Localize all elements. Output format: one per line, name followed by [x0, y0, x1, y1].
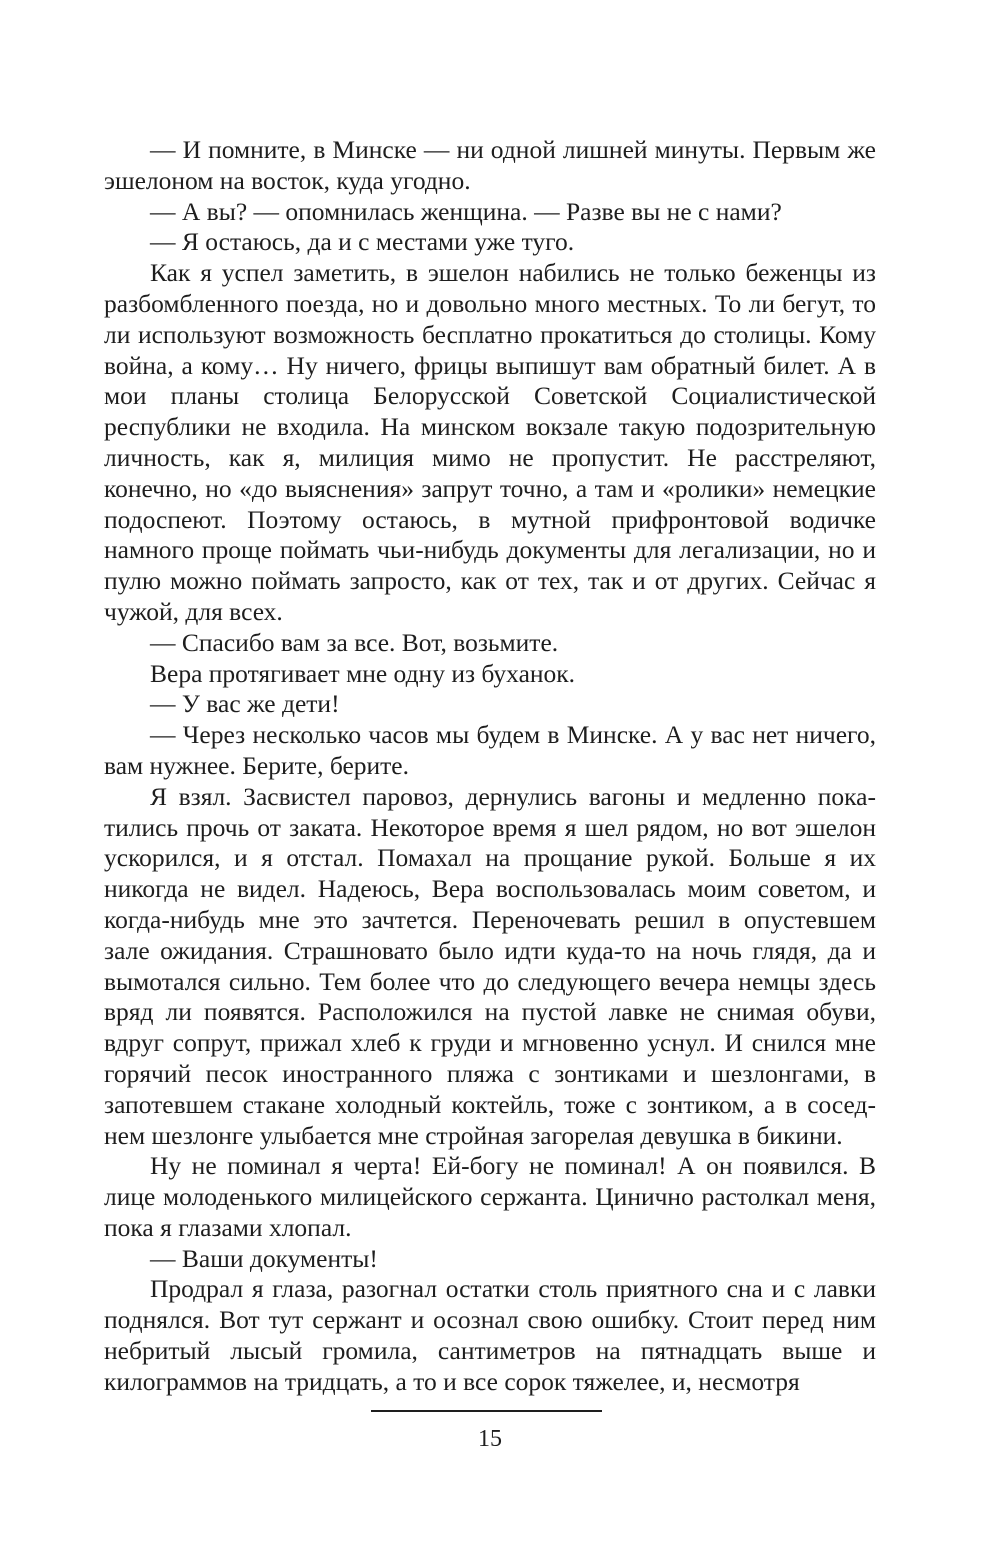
paragraph: — Я остаюсь, да и с местами уже туго.	[150, 227, 575, 257]
footer-rule	[371, 1410, 602, 1412]
paragraph: — У вас же дети!	[150, 689, 340, 719]
body-text	[104, 135, 876, 1398]
paragraph: Продрал я глаза, разогнал остатки столь приятного сна и с лавки поднялся. Вот тут сержант и осознал свою ошибку. Стоит перед ним небритый лысый громила, сантиметров на пятнадцать выше и килограммов на тридцать, а то и все сорок тяжелее, и, несмотря	[104, 1274, 876, 1396]
paragraph: — Спасибо вам за все. Вот, возьмите.	[150, 627, 559, 657]
paragraph: Я взял. Засвистел паровоз, дернулись вагоны и медленно покатились прочь от заката. Некоторое время я шел рядом, но вот эшелон ускорился, и я отстал. Помахал на прощание рукой. Больше я их никогда не видел. Надеюсь, Вера воспользовалась моим советом, и когда-нибудь мне это зачтется. Переночевать решил в опустевшем зале ожидания. Страшновато было идти куда-то на ночь глядя, да и вымотался сильно. Тем более что до следующего вечера немцы здесь вряд ли появятся. Расположился на пустой лавке не снимая обуви, вдруг сопрут, прижал хлеб к груди и мгновенно уснул. И снился мне горячий песок иностранного пляжа с зонтиками и шезлонгами, в запотевшем стакане холодный коктейль, тоже с зонтиком, а в соседнем шезлонге улыбается мне стройная загорелая девушка в бикини.	[104, 781, 876, 1150]
paragraph: — Ваши документы!	[150, 1243, 378, 1273]
paragraph: — И помните, в Минске — ни одной лишней минуты. Первым же эшелоном на восток, куда угодно.	[104, 135, 876, 195]
page-number: 15	[478, 1426, 502, 1452]
paragraph: Вера протягивает мне одну из буханок.	[150, 658, 576, 688]
paragraph: Ну не поминал я черта! Ей-богу не поминал! А он появился. В лице молоденького милицейского сержанта. Цинично растолкал меня, пока я глазами хлопал.	[104, 1151, 876, 1242]
paragraph: — А вы? — опомнилась женщина. — Разве вы не с нами?	[150, 196, 782, 226]
paragraph: Как я успел заметить, в эшелон набились не только беженцы из разбомбленного поезда, но и довольно много местных. То ли бегут, то ли используют возможность бесплатно прокатиться до столицы. Кому война, а кому… Ну ничего, фрицы выпишут вам обратный билет. А в мои планы столица Белорусской Советской Социалистической республики не входила. На минском вокзале такую подозрительную личность, как я, милиция мимо не пропустит. Не расстреляют, конечно, но «до выяснения» запрут точно, а там и «ролики» немецкие подоспеют. Поэтому остаюсь, в мутной прифронтовой водичке намного проще поймать чьи-нибудь документы для легализации, но и пулю можно поймать запросто, как от тех, так и от других. Сейчас я чужой, для всех.	[104, 258, 876, 626]
paragraph: — Через несколько часов мы будем в Минске. А у вас нет ничего, вам нужнее. Берите, берите.	[104, 720, 876, 780]
